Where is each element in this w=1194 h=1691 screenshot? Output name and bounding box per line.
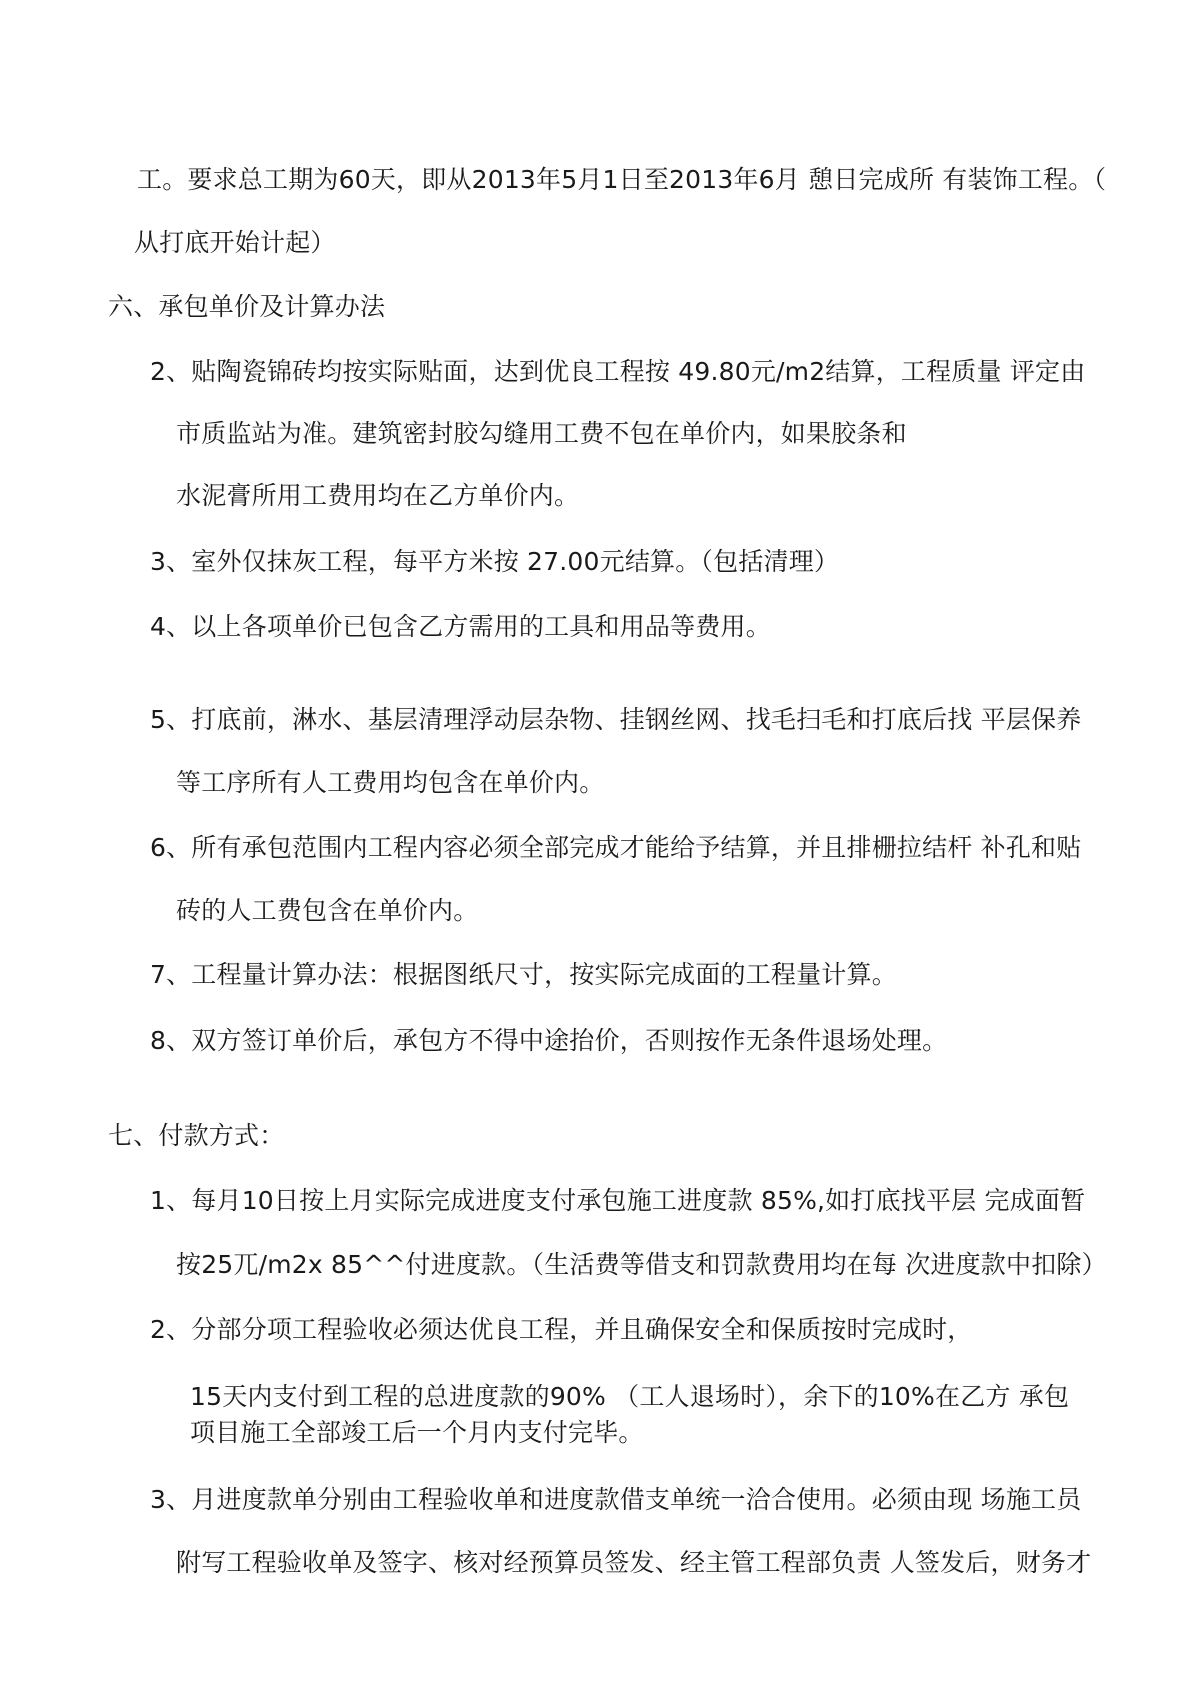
text-line: 等工序所有人工费用均包含在单价内。 — [176, 768, 605, 797]
list-item: 8、双方签订单价后，承包方不得中途抬价，否则按作无条件退场处理。 — [150, 1026, 948, 1055]
section-heading: 六、承包单价及计算办法 — [108, 292, 386, 321]
section-heading: 七、付款方式： — [108, 1121, 285, 1150]
text-line: 工。要求总工期为60天，即从2013年5月1日至2013年6月 憩日完成所 有装饰工程。（ — [137, 165, 1107, 194]
list-item: 7、工程量计算办法：根据图纸尺寸，按实际完成面的工程量计算。 — [150, 960, 897, 989]
list-item: 2、分部分项工程验收必须达优良工程，并且确保安全和保质按时完成时， — [150, 1315, 973, 1344]
list-item: 6、所有承包范围内工程内容必须全部完成才能给予结算，并且排栅拉结杆 补孔和贴 — [150, 833, 1082, 862]
list-item: 2、贴陶瓷锦砖均按实际贴面，达到优良工程按 49.80元/m2结算，工程质量 评定由 — [150, 357, 1086, 386]
text-line: 按25兀/m2x 85^^付进度款。（生活费等借支和罚款费用均在每 次进度款中扣除） — [176, 1250, 1107, 1279]
list-item: 1、每月10日按上月实际完成进度支付承包施工进度款 85%,如打底找平层 完成面暂 — [150, 1186, 1086, 1215]
text-line: 砖的人工费包含在单价内。 — [176, 896, 479, 925]
list-item: 5、打底前，淋水、基层清理浮动层杂物、挂钢丝网、找毛扫毛和打底后找 平层保养 — [150, 705, 1082, 734]
text-line: 市质监站为准。建筑密封胶勾缝用工费不包在单价内，如果胶条和 — [176, 419, 907, 448]
text-line: 水泥膏所用工费用均在乙方单价内。 — [176, 481, 580, 510]
text-line: 从打底开始计起） — [134, 228, 336, 257]
list-item: 3、室外仅抹灰工程，每平方米按 27.00元结算。（包括清理） — [150, 547, 840, 576]
text-line: 15天内支付到工程的总进度款的90% （工人退场时），余下的10%在乙方 承包 — [190, 1382, 1070, 1411]
text-line: 项目施工全部竣工后一个月内支付完毕。 — [190, 1418, 644, 1447]
list-item: 3、月进度款单分别由工程验收单和进度款借支单统一洽合使用。必须由现 场施工员 — [150, 1485, 1082, 1514]
text-line: 附写工程验收单及签字、核对经预算员签发、经主管工程部负责 人签发后，财务才 — [176, 1548, 1092, 1577]
list-item: 4、以上各项单价已包含乙方需用的工具和用品等费用。 — [150, 612, 771, 641]
